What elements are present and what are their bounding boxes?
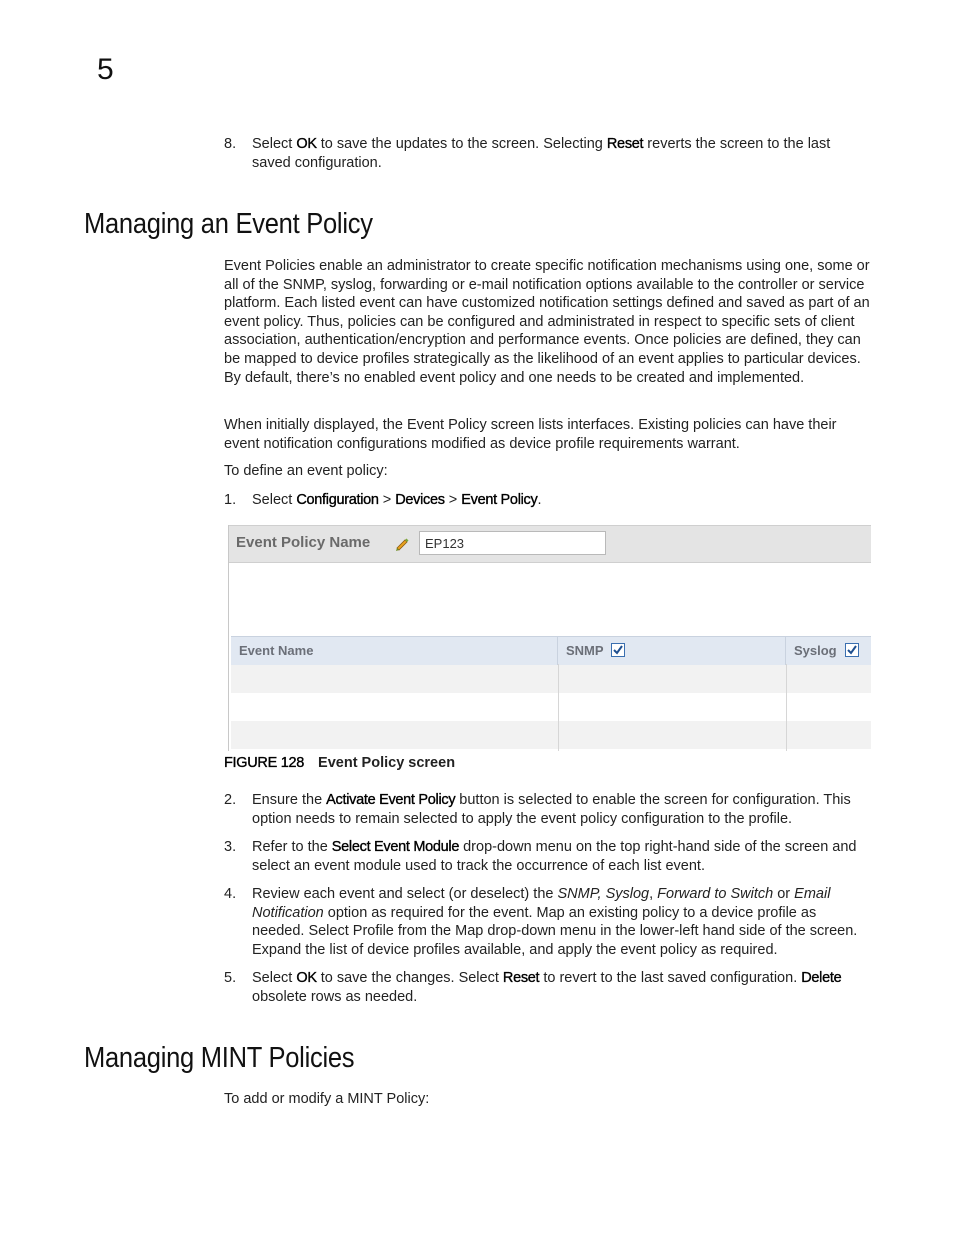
nav-configuration: Configuration	[296, 492, 379, 508]
activate-event-policy-ref: Activate Event Policy	[326, 792, 456, 808]
snmp-select-all-checkbox[interactable]	[611, 643, 625, 657]
intro-paragraph: Event Policies enable an administrator to create specific notification mechanisms using one, some or all of the SNMP, syslog, forwarding or e-mail notification options available to the controller or service platform. Each listed event can have customized notification settings defined and saved as part of an event policy. Thus, policies can be configured and administrated in respect to specific sets of client association, authentication/encryption and performance events. Once policies are defined, they can be mapped to device profiles strategically as the likelihood of an event applies to particular devices. By default, there’s no enabled event policy and one needs to be created and implemented.	[224, 258, 870, 386]
checkmark-icon	[612, 644, 624, 656]
event-policy-screenshot	[228, 525, 871, 751]
step-2	[224, 791, 870, 828]
step-number: 4.	[224, 886, 237, 902]
section-title-event-policy: Managing an Event Policy	[84, 208, 373, 240]
nav-devices: Devices	[395, 492, 445, 508]
ok-ref: OK	[296, 970, 317, 986]
step-text: Select Configuration > Devices > Event Policy.	[252, 492, 542, 508]
ok-ref: OK	[296, 136, 317, 152]
step-1	[224, 491, 870, 510]
section-title-mint-policies: Managing MINT Policies	[84, 1042, 355, 1074]
nav-event-policy: Event Policy	[461, 492, 538, 508]
screen-description-paragraph: When initially displayed, the Event Policy screen lists interfaces. Existing policies can have their event notification configurations modified as device profile requirements warrant.	[224, 417, 837, 452]
figure-title: Event Policy screen	[318, 755, 456, 771]
table-header	[231, 636, 871, 666]
step-3	[224, 838, 870, 875]
col-syslog-label: Syslog	[794, 643, 837, 658]
step-number: 5.	[224, 970, 237, 986]
column-divider	[786, 664, 787, 751]
table-row[interactable]	[231, 693, 871, 721]
figure-number: FIGURE 128	[224, 755, 304, 771]
figure-caption	[224, 754, 455, 773]
define-policy-lead: To define an event policy:	[224, 463, 388, 479]
step-text: Ensure the Activate Event Policy button is selected to enable the screen for configuration. This option needs to remain selected to apply the event policy configuration to the profile.	[252, 792, 851, 827]
column-divider	[558, 664, 559, 751]
table-row[interactable]	[231, 721, 871, 749]
step-number: 1.	[224, 492, 237, 508]
reset-ref: Reset	[606, 136, 644, 152]
step-text: Select OK to save the changes. Select Reset to revert to the last saved configuration. Delete obsolete rows as needed.	[252, 970, 842, 1005]
reset-ref: Reset	[502, 970, 540, 986]
step-text: Select OK to save the updates to the screen. Selecting Reset reverts the screen to the last saved configuration.	[252, 136, 831, 171]
policy-name-label: Event Policy Name	[236, 534, 371, 551]
policy-name-input[interactable]: EP123	[419, 531, 606, 555]
syslog-select-all-checkbox[interactable]	[845, 643, 859, 657]
checkmark-icon	[846, 644, 858, 656]
step-5	[224, 969, 870, 1006]
step-4	[224, 885, 870, 959]
col-snmp[interactable]	[558, 637, 786, 665]
col-snmp-label: SNMP	[566, 643, 604, 658]
step-text: Review each event and select (or deselect) the SNMP, Syslog, Forward to Switch or Email Notification option as required for the event. Map an existing policy to a device profile as needed. Select Profile from the Map drop-down menu in the lower-left hand side of the screen. Expand the list of device profiles available, and apply the event policy as required.	[252, 886, 858, 958]
step-number: 2.	[224, 792, 237, 808]
mint-intro-paragraph: To add or modify a MINT Policy:	[224, 1091, 430, 1107]
step-text: Refer to the Select Event Module drop-down menu on the top right-hand side of the screen and select an event module used to track the occurrence of each list event.	[252, 839, 857, 874]
chapter-number: 5	[97, 53, 114, 86]
step-8	[224, 135, 870, 172]
step-number: 3.	[224, 839, 237, 855]
edit-pencil-icon[interactable]	[394, 536, 410, 552]
step-number: 8.	[224, 136, 237, 152]
policy-name-bar	[229, 525, 871, 563]
select-event-module-ref: Select Event Module	[331, 839, 460, 855]
table-row[interactable]	[231, 665, 871, 693]
col-event-name[interactable]: Event Name	[231, 637, 558, 665]
delete-ref: Delete	[801, 970, 842, 986]
